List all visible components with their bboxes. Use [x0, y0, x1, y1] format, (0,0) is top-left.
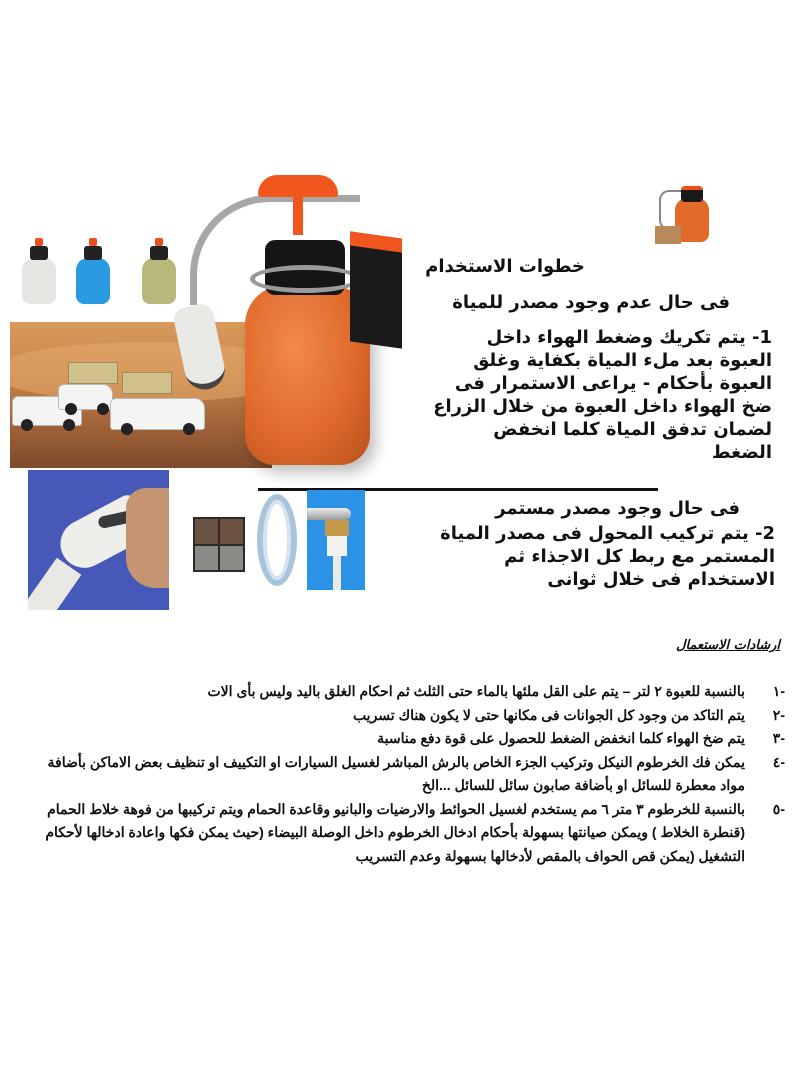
- instruction-item: [40, 704, 785, 728]
- hose-coil: [250, 265, 360, 293]
- no-water-source-heading: فى حال عدم وجود مصدر للمياة: [452, 292, 730, 313]
- product-thumbnail: [653, 180, 723, 252]
- hand-sprayer-photo: [28, 470, 169, 610]
- item-number: ٤-: [772, 753, 785, 770]
- instructions-list: [40, 680, 785, 868]
- item-number: ١-: [772, 683, 785, 699]
- rooftop-tent: [68, 362, 118, 384]
- item-text: يتم التاكد من وجود كل الجوانات فى مكانها حتى لا يكون هناك تسريب: [352, 706, 745, 723]
- tap-installation-steps-image: [193, 517, 245, 572]
- transparent-hose-coil-image: [257, 494, 297, 586]
- continuous-source-heading: فى حال وجود مصدر مستمر: [495, 498, 740, 519]
- tap-adapter-photo: [307, 490, 365, 590]
- main-pressure-sprayer-image: [150, 175, 410, 475]
- item-text: بالنسبة للعبوة ٢ لتر – يتم على القل ملئها بالماء حتى الثلث ثم احكام الغلق باليد وليس بأى الات: [207, 683, 745, 699]
- instruction-item: [40, 680, 785, 704]
- shower-nozzle: [172, 302, 229, 393]
- pump-stem: [293, 195, 303, 235]
- item-text: يمكن فك الخرطوم النيكل وتركيب الجزء الخاص بالرش المباشر لغسيل السيارات او التكييف او تنظيف بعض الاماكن بأضافة مواد معطرة للسائل او بأضافة صابون سائل للسائل ...الخ: [47, 753, 745, 793]
- step-2-text: 2- يتم تركيب المحول فى مصدر المياة المستمر مع ربط كل الاجذاء ثم الاستخدام فى خلال ثوانى: [440, 523, 775, 590]
- instruction-item: [40, 798, 785, 869]
- suv-vehicle: [58, 384, 113, 410]
- item-number: ٢-: [772, 706, 785, 723]
- item-text: يتم ضخ الهواء كلما انخفض الضغط للحصول على قوة دفع مناسبة: [377, 730, 745, 746]
- item-number: ٥-: [772, 800, 785, 817]
- white-bottle-variant: [22, 258, 56, 304]
- step-1-text: 1- يتم تكريك وضغط الهواء داخل العبوة بعد ملء المياة بكفاية وغلق العبوة بأحكام - يراعى الاستمرار فى ضخ الهواء داخل العبوة من خلال الزراع لضمان تدفق المياة كلما انخفض الضغط: [433, 327, 772, 463]
- instruction-item: [40, 751, 785, 798]
- item-number: ٣-: [772, 730, 785, 746]
- blue-bottle-variant: [76, 258, 110, 304]
- pump-knob: [258, 175, 338, 197]
- item-text: بالنسبة للخرطوم ٣ متر ٦ مم يستخدم لغسيل الحوائط والارضيات والبانيو وقاعدة الحمام ويتم تركيبها من فوهة خلاط الحمام (قنطرة الخلاط ) ويمكن صيانتها بسهولة بأحكام ادخال الخرطوم داخل الوصلة البيضاء (حيث يمكن فكها واعادة ادخالها لأحكام التشغيل (يمكن قص الحواف بالمقص لأدخالها بسهولة وعدم التسريب: [45, 800, 745, 864]
- instruction-item: [40, 727, 785, 751]
- bottle-handle: [350, 231, 402, 348]
- usage-steps-title: خطوات الاستخدام: [425, 256, 585, 277]
- instructions-title: ارشادات الاستعمال: [676, 638, 780, 653]
